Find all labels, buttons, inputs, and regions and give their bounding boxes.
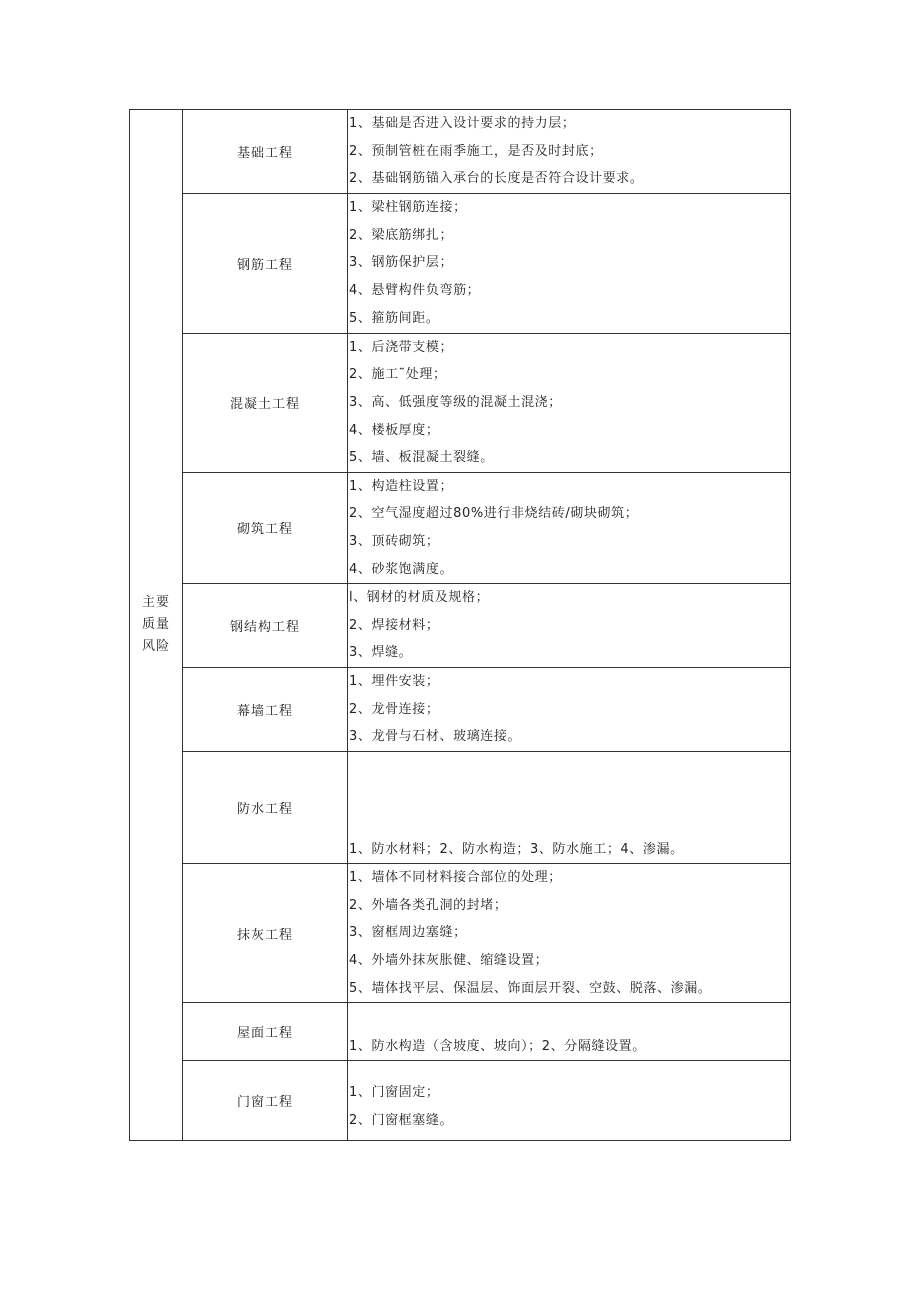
risk-items (348, 472, 791, 583)
risk-item: 2、龙骨连接； (349, 701, 440, 717)
table-row (130, 668, 791, 752)
project-name: 幕墙工程 (183, 668, 348, 752)
risk-item: 3、钢筋保护层； (349, 255, 454, 271)
risk-item: 1、梁柱钢筋连接； (349, 200, 467, 216)
risk-item: 5、箍筋间距。 (349, 310, 440, 326)
project-name: 抹灰工程 (183, 864, 348, 1003)
risk-item: 1、埋件安装； (349, 674, 440, 690)
risk-item: 3、顶砖砌筑； (349, 533, 440, 549)
risk-item: 1、防水构造（含坡度、坡向）；2、分隔缝设置。 (349, 1038, 646, 1054)
risk-item: 3、龙骨与石材、玻璃连接。 (349, 729, 522, 745)
table-row (130, 1003, 791, 1061)
risk-item: 4、砂浆饱满度。 (349, 561, 454, 577)
risk-item: 1、后浇带支模； (349, 339, 454, 355)
risk-item: 2、门窗框塞缝。 (349, 1112, 454, 1128)
risk-item: 2、施工˜处理； (349, 367, 447, 383)
risk-item: 1、防水材料；2、防水构造；3、防水施工；4、渗漏。 (349, 841, 684, 857)
risk-item: 1、门窗固定； (349, 1085, 440, 1101)
project-name: 防水工程 (183, 752, 348, 864)
risk-items (348, 864, 791, 1003)
project-name: 钢筋工程 (183, 193, 348, 333)
table-row (130, 110, 791, 194)
project-name: 钢结构工程 (183, 584, 348, 668)
project-name: 基础工程 (183, 110, 348, 194)
risk-items (348, 1003, 791, 1061)
risk-items (348, 668, 791, 752)
risk-items (348, 1061, 791, 1141)
table-row (130, 864, 791, 1003)
project-name: 门窗工程 (183, 1061, 348, 1141)
risk-item: 1、基础是否进入设计要求的持力层； (349, 116, 576, 131)
table-row (130, 752, 791, 864)
risk-items (348, 333, 791, 472)
risk-items (348, 193, 791, 333)
risk-item: 3、高、低强度等级的混凝土混浇； (349, 394, 562, 410)
risk-item: 5、墙体找平层、保温层、饰面层开裂、空鼓、脱落、渗漏。 (349, 980, 712, 996)
quality-risk-table (129, 109, 791, 1141)
risk-item: 4、悬臂构件负弯筋； (349, 283, 481, 299)
project-name: 屋面工程 (183, 1003, 348, 1061)
category-cell (130, 110, 183, 1141)
project-name: 混凝土工程 (183, 333, 348, 472)
risk-items (348, 752, 791, 864)
risk-item: 4、楼板厚度； (349, 422, 440, 438)
risk-item: l、钢材的材质及规格； (349, 590, 490, 606)
table-row (130, 1061, 791, 1141)
risk-items (348, 110, 791, 194)
risk-item: 1、构造柱设置； (349, 478, 454, 494)
risk-item: 4、外墙外抹灰胀健、缩缝设置； (349, 952, 549, 968)
project-name: 砌筑工程 (183, 472, 348, 583)
risk-item: 3、焊缝。 (349, 645, 413, 661)
risk-item: 3、窗框周边塞缝； (349, 925, 467, 941)
risk-item: 2、空气湿度超过80%进行非烧结砖/砌块砌筑； (349, 506, 639, 522)
category-label: 主要质量风险 (141, 595, 170, 655)
risk-item: 1、墙体不同材料接合部位的处理； (349, 870, 562, 886)
table-row (130, 333, 791, 472)
risk-item: 5、墙、板混凝土裂缝。 (349, 450, 494, 466)
table-row (130, 472, 791, 583)
table-row (130, 584, 791, 668)
risk-item: 2、焊接材料； (349, 617, 440, 633)
risk-item: 2、外墙各类孔洞的封堵； (349, 897, 508, 913)
risk-item: 2、梁底筋绑扎； (349, 227, 454, 243)
risk-item: 2、基础钢筋锚入承台的长度是否符合设计要求。 (349, 171, 644, 187)
risk-item: 2、预制管桩在雨季施工，是否及时封底； (349, 143, 603, 159)
risk-items (348, 584, 791, 668)
table-row (130, 193, 791, 333)
